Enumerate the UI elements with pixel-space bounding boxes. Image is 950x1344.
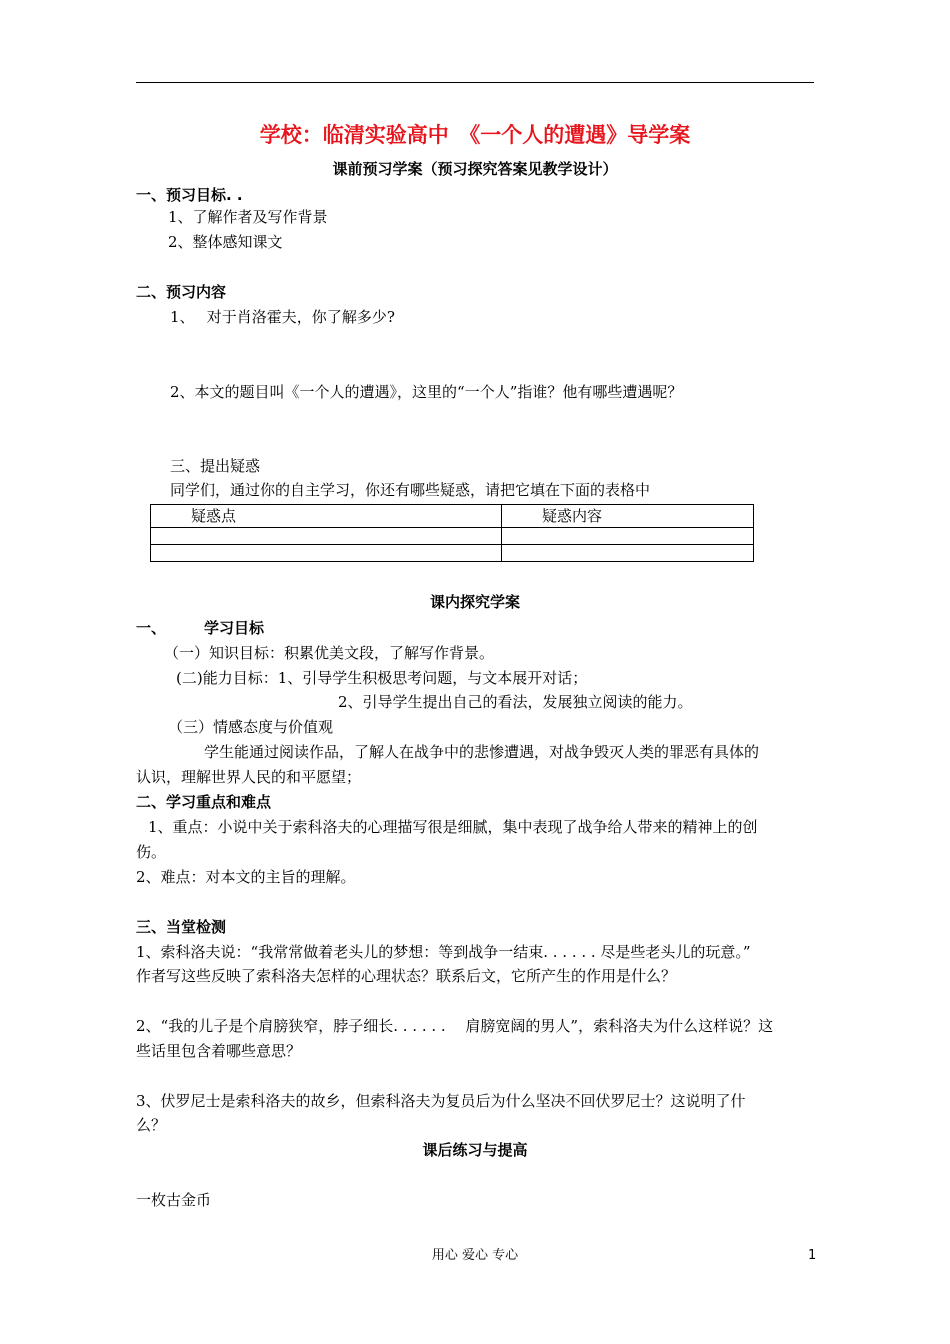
table-row	[151, 545, 754, 562]
key-point-line-1: 1、重点：小说中关于索科洛夫的心理描写很是细腻，集中表现了战争给人带来的精神上的创	[148, 818, 758, 836]
test-q1-line-1: 1、索科洛夫说：“我常常做着老头儿的梦想：等到战争一结束. . . . . . 尽是些老头儿的玩意。”	[136, 943, 751, 961]
after-class-item-1: 一枚古金币	[136, 1191, 212, 1209]
preview-question-1: 1、 对于肖洛霍夫，你了解多少?	[170, 308, 395, 326]
table-header-row	[151, 505, 754, 528]
table-cell[interactable]	[502, 528, 754, 545]
test-q3-line-1: 3、伏罗尼士是索科洛夫的故乡，但索科洛夫为复员后为什么坚决不回伏罗尼士？这说明了什	[136, 1092, 746, 1110]
inclass-goals-title: 学习目标	[204, 619, 265, 637]
preview-question-2: 2、本文的题目叫《一个人的遭遇》，这里的“一个人”指谁？他有哪些遭遇呢？	[170, 383, 683, 401]
table-row	[151, 528, 754, 545]
inclass-goals-num: 一、	[136, 619, 167, 637]
ability-goal-1: (二)能力目标：1、引导学生积极思考问题，与文本展开对话；	[176, 669, 588, 687]
after-class-heading: 课后练习与提高	[422, 1141, 528, 1159]
page-number: 1	[808, 1248, 817, 1263]
test-q2-line-1: 2、“我的儿子是个肩膀狭窄，脖子细长. . . . . . 肩膀宽阔的男人”，索科洛夫为什么这样说？这	[136, 1017, 774, 1035]
doubts-table	[150, 504, 754, 562]
difficult-point: 2、难点：对本文的主旨的理解。	[136, 868, 356, 886]
preview-heading: 课前预习学案（预习探究答案见教学设计）	[332, 160, 618, 178]
in-class-test-title: 三、当堂检测	[136, 918, 227, 936]
key-points-title: 二、学习重点和难点	[136, 793, 272, 811]
table-cell[interactable]	[151, 545, 502, 562]
doubts-intro: 同学们，通过你的自主学习，你还有哪些疑惑，请把它填在下面的表格中	[170, 481, 651, 499]
knowledge-goal: （一）知识目标：积累优美文段，了解写作背景。	[164, 644, 495, 662]
table-header-cell: 疑惑内容	[502, 505, 754, 528]
emotion-goal-line-2: 认识，理解世界人民的和平愿望；	[136, 768, 362, 786]
emotion-goal-line-1: 学生能通过阅读作品，了解人在战争中的悲惨遭遇，对战争毁灭人类的罪恶有具体的	[204, 743, 760, 761]
preview-content-title: 二、预习内容	[136, 283, 227, 301]
test-q2-line-2: 些话里包含着哪些意思？	[136, 1042, 302, 1060]
emotion-goal-title: （三）情感态度与价值观	[168, 718, 334, 736]
preview-goals-title: 一、预习目标. .	[136, 186, 243, 204]
table-header-cell: 疑惑点	[151, 505, 502, 528]
table-cell[interactable]	[502, 545, 754, 562]
page-footer: 用心 爱心 专心	[431, 1248, 519, 1263]
preview-goal-1: 1、了解作者及写作背景	[168, 208, 328, 226]
preview-goal-2: 2、整体感知课文	[168, 233, 283, 251]
test-q1-line-2: 作者写这些反映了索科洛夫怎样的心理状态？联系后文，它所产生的作用是什么？	[136, 967, 677, 985]
header-rule	[136, 82, 814, 83]
test-q3-line-2: 么？	[136, 1116, 167, 1134]
key-point-line-2: 伤。	[136, 843, 167, 861]
ability-goal-2: 2、引导学生提出自己的看法，发展独立阅读的能力。	[338, 693, 693, 711]
table-cell[interactable]	[151, 528, 502, 545]
document-title: 学校：临清实验高中 《一个人的遭遇》导学案	[259, 123, 691, 147]
doubts-title: 三、提出疑惑	[170, 457, 261, 475]
inclass-heading: 课内探究学案	[429, 593, 520, 611]
